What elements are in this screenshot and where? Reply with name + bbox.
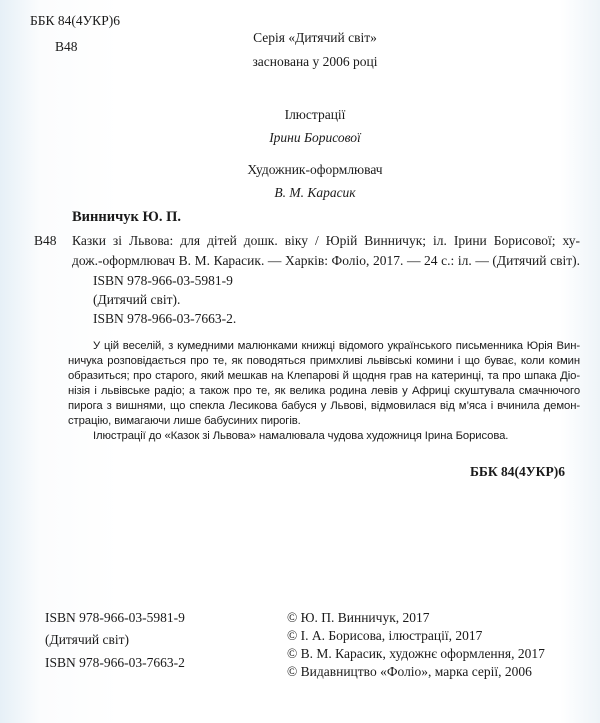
- footer-isbn-2: ISBN 978-966-03-7663-2: [45, 655, 185, 670]
- annotation-line: пирога з вишнями, що спекла Лесикова бабуся у Львові, відмовилася від м’яса і вчинила демон-: [68, 400, 580, 412]
- series-title: Серія «Дитячий світ»: [253, 30, 377, 45]
- annotation-illustrations: Ілюстрації до «Казок зі Львова» намалювала чудова художниця Ірина Борисова.: [93, 430, 509, 442]
- illustrator-name: Ірини Борисової: [269, 130, 361, 145]
- catalog-line: дож.-оформлювач В. М. Карасик. — Харків: Фоліо, 2017. — 24 с.: іл. — (Дитячий світ).: [72, 253, 580, 268]
- catalog-author: Винничук Ю. П.: [72, 209, 181, 225]
- copyright-line: © І. А. Борисова, ілюстрації, 2017: [287, 628, 483, 643]
- illustrations-label: Ілюстрації: [284, 107, 346, 122]
- author-mark: В48: [55, 39, 78, 54]
- footer-isbn-1: ISBN 978-966-03-5981-9: [45, 610, 185, 625]
- annotation-line: ничука розповідається про те, як поводяться примхливі львівські комини і що буває, коли комин: [68, 355, 580, 367]
- catalog-code: В48: [34, 233, 57, 248]
- catalog-isbn-1: ISBN 978-966-03-5981-9: [93, 273, 233, 288]
- copyright-line: © Видавництво «Фоліо», марка серії, 2006: [287, 664, 532, 679]
- annotation-line: страцію, вимагаючи лише бабусиних пирогів.: [68, 415, 301, 427]
- series-founded: заснована у 2006 році: [252, 54, 378, 69]
- catalog-series: (Дитячий світ).: [93, 292, 181, 307]
- designer-name: В. М. Карасик: [274, 185, 356, 200]
- annotation-line: У цій веселій, з кумедними малюнками книжці відомого українського письменника Юрія Вин-: [93, 340, 580, 352]
- annotation-line: образиться; про старого, який мешкав на Клепарові й щодня грав на катеринці, та про шпака Діо-: [68, 370, 580, 382]
- copyright-line: © Ю. П. Винничук, 2017: [287, 610, 430, 625]
- bbk-bottom: ББК 84(4УКР)6: [470, 464, 565, 479]
- catalog-line: Казки зі Львова: для дітей дошк. віку / Юрій Винничук; іл. Ірини Борисової; ху-: [72, 233, 580, 248]
- copyright-line: © В. М. Карасик, художнє оформлення, 2017: [287, 646, 545, 661]
- annotation-line: нізія і львівське радіо; а також про те, як велика родина левів у Африці скуштувала смачнючого: [68, 385, 580, 397]
- footer-series: (Дитячий світ): [45, 632, 129, 647]
- bbk-code: ББК 84(4УКР)6: [30, 13, 120, 28]
- catalog-isbn-2: ISBN 978-966-03-7663-2.: [93, 311, 237, 326]
- designer-label: Художник-оформлювач: [247, 162, 383, 177]
